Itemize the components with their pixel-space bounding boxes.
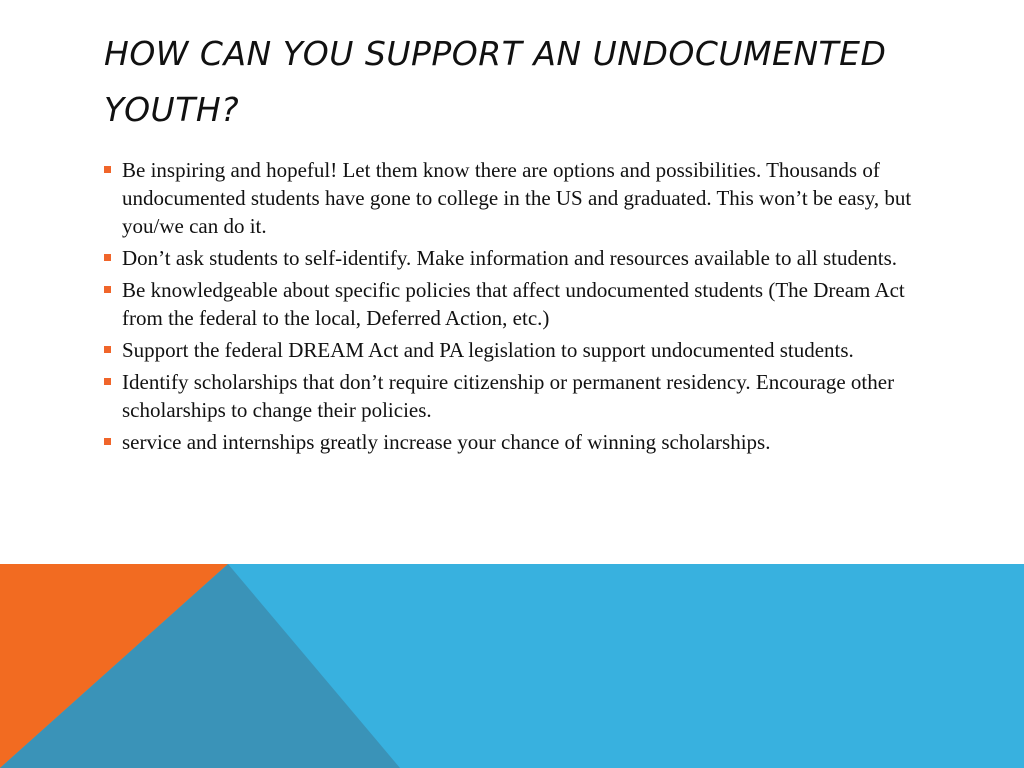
slide-title: HOW CAN YOU SUPPORT AN UNDOCUMENTED YOUTH?	[104, 34, 887, 129]
bullet-text: Be inspiring and hopeful! Let them know there are options and possibilities. Thousands of undocumented students have gone to college in the US and graduated. This won’t be easy, but you/we can do it.	[122, 158, 912, 238]
square-bullet-icon	[104, 254, 111, 261]
bullet-item	[100, 368, 930, 424]
square-bullet-icon	[104, 438, 111, 445]
bullet-item	[100, 244, 930, 272]
square-bullet-icon	[104, 286, 111, 293]
bullet-item	[100, 336, 930, 364]
bullet-text: service and internships greatly increase your chance of winning scholarships.	[122, 430, 771, 454]
square-bullet-icon	[104, 346, 111, 353]
bullet-item	[100, 428, 930, 456]
decorative-banner	[0, 564, 1024, 768]
bullet-text: Don’t ask students to self-identify. Make information and resources available to all students.	[122, 246, 898, 270]
bullet-item	[100, 156, 930, 240]
square-bullet-icon	[104, 378, 111, 385]
bullet-text: Be knowledgeable about specific policies that affect undocumented students (The Dream Act from the federal to the local, Deferred Action, etc.)	[122, 278, 905, 330]
bullet-text: Support the federal DREAM Act and PA legislation to support undocumented students.	[122, 338, 854, 362]
bullet-text: Identify scholarships that don’t require citizenship or permanent residency. Encourage other scholarships to change their policies.	[122, 370, 895, 422]
bullet-list	[100, 156, 930, 460]
square-bullet-icon	[104, 166, 111, 173]
bullet-item	[100, 276, 930, 332]
